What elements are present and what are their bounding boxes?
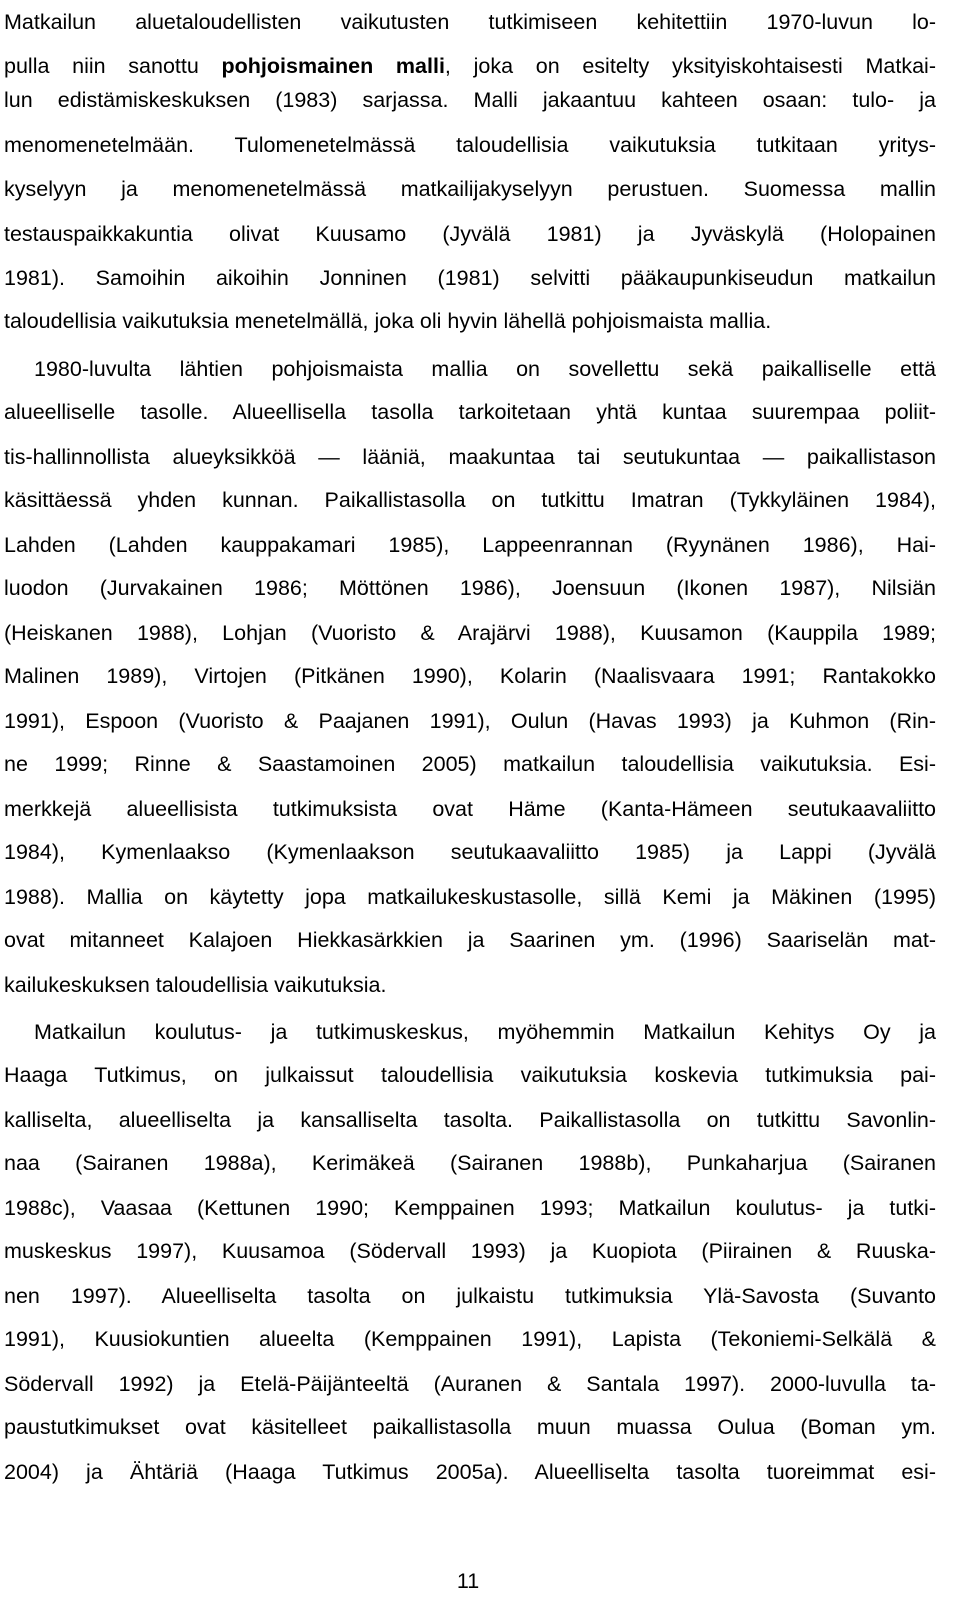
text-segment: muskeskus 1997), Kuusamoa (Södervall 1993) ja Kuopiota (Piirainen & Ruuska-	[4, 1239, 936, 1263]
text-line	[4, 212, 936, 256]
text-segment: nen 1997). Alueelliselta tasolta on julkaistu tutkimuksia Ylä-Savosta (Suvanto	[4, 1284, 936, 1308]
text-line	[34, 1010, 936, 1054]
text-segment: 1984), Kymenlaakso (Kymenlaakson seutukaavaliitto 1985) ja Lappi (Jyvälä	[4, 840, 936, 864]
text-line	[4, 1053, 936, 1097]
text-segment: Malinen 1989), Virtojen (Pitkänen 1990), Kolarin (Naalisvaara 1991; Rantakokko	[4, 664, 936, 688]
text-segment: Lahden (Lahden kauppakamari 1985), Lappeenrannan (Ryynänen 1986), Hai-	[4, 533, 936, 557]
text-line	[4, 875, 936, 919]
text-segment: paustutkimukset ovat käsitelleet paikallistasolla muun muassa Oulua (Boman ym.	[4, 1415, 936, 1439]
text-segment: merkkejä alueellisista tutkimuksista ovat Häme (Kanta-Hämeen seutukaavaliitto	[4, 797, 936, 821]
text-segment: pulla niin sanottu	[4, 54, 222, 78]
text-segment: kalliselta, alueelliselta ja kansalliselta tasolta. Paikallistasolla on tutkittu Savonlin-	[4, 1108, 936, 1132]
text-line	[4, 566, 936, 610]
text-segment: (Heiskanen 1988), Lohjan (Vuoristo & Arajärvi 1988), Kuusamon (Kauppila 1989;	[4, 621, 936, 645]
text-segment: menomenetelmään. Tulomenetelmässä taloudellisia vaikutuksia tutkitaan yritys-	[4, 133, 936, 157]
text-line	[4, 123, 936, 167]
text-line	[4, 742, 936, 786]
text-segment: luodon (Jurvakainen 1986; Möttönen 1986), Joensuun (Ikonen 1987), Nilsiän	[4, 576, 936, 600]
text-line	[4, 1098, 936, 1142]
text-segment: alueelliselle tasolle. Alueellisella tasolla tarkoitetaan yhtä kuntaa suurempaa poliit-	[4, 400, 936, 424]
text-segment: naa (Sairanen 1988a), Kerimäkeä (Sairanen 1988b), Punkaharjua (Sairanen	[4, 1151, 936, 1175]
text-line	[4, 0, 936, 44]
text-segment: 2004) ja Ähtäriä (Haaga Tutkimus 2005a). Alueelliselta tasolta tuoreimmat esi-	[4, 1460, 936, 1484]
text-line	[4, 299, 936, 343]
text-segment: Södervall 1992) ja Etelä-Päijänteeltä (Auranen & Santala 1997). 2000-luvulla ta-	[4, 1372, 936, 1396]
text-line	[4, 1450, 936, 1494]
text-line	[4, 918, 936, 962]
text-line	[4, 1405, 936, 1449]
text-segment: Matkailun aluetaloudellisten vaikutusten tutkimiseen kehitettiin 1970-luvun lo-	[4, 10, 936, 34]
text-segment: Haaga Tutkimus, on julkaissut taloudellisia vaikutuksia koskevia tutkimuksia pai-	[4, 1063, 936, 1087]
text-segment: 1991), Kuusiokuntien alueelta (Kemppainen 1991), Lapista (Tekoniemi-Selkälä &	[4, 1327, 936, 1351]
text-segment: käsittäessä yhden kunnan. Paikallistasolla on tutkittu Imatran (Tykkyläinen 1984),	[4, 488, 936, 512]
text-line	[4, 478, 936, 522]
text-line	[4, 1362, 936, 1406]
text-line	[4, 256, 936, 300]
bold-term: pohjoismainen malli	[221, 54, 445, 78]
text-segment: 1980-luvulta lähtien pohjoismaista mallia on sovellettu sekä paikalliselle että	[34, 357, 936, 381]
text-line	[4, 390, 936, 434]
text-segment: tis-hallinnollista alueyksikköä — lääniä, maakuntaa tai seutukuntaa — paikallistason	[4, 445, 936, 469]
text-segment: 1991), Espoon (Vuoristo & Paajanen 1991), Oulun (Havas 1993) ja Kuhmon (Rin-	[4, 709, 936, 733]
text-line	[4, 1186, 936, 1230]
text-segment: 1981). Samoihin aikoihin Jonninen (1981) selvitti pääkaupunkiseudun matkailun	[4, 266, 936, 290]
text-segment: ovat mitanneet Kalajoen Hiekkasärkkien ja Saarinen ym. (1996) Saariselän mat-	[4, 928, 936, 952]
text-segment: Matkailun koulutus- ja tutkimuskeskus, myöhemmin Matkailun Kehitys Oy ja	[34, 1020, 936, 1044]
text-line	[4, 1317, 936, 1361]
text-line	[4, 699, 936, 743]
text-line	[4, 830, 936, 874]
text-line	[4, 435, 936, 479]
text-line	[4, 78, 936, 122]
page-number: 11	[456, 1569, 480, 1593]
text-line	[4, 1274, 936, 1318]
text-segment: testauspaikkakuntia olivat Kuusamo (Jyvälä 1981) ja Jyväskylä (Holopainen	[4, 222, 936, 246]
text-segment: taloudellisia vaikutuksia menetelmällä, joka oli hyvin lähellä pohjoismaista mallia.	[4, 309, 772, 333]
text-segment: kailukeskuksen taloudellisia vaikutuksia.	[4, 973, 387, 997]
text-line	[34, 347, 936, 391]
text-segment: lun edistämiskeskuksen (1983) sarjassa. Malli jakaantuu kahteen osaan: tulo- ja	[4, 88, 936, 112]
text-line	[4, 654, 936, 698]
text-segment: kyselyyn ja menomenetelmässä matkailijakyselyyn perustuen. Suomessa mallin	[4, 177, 936, 201]
text-line	[4, 167, 936, 211]
text-segment: , joka on esitelty yksityiskohtaisesti Matkai-	[444, 54, 936, 78]
text-line	[4, 787, 936, 831]
text-segment: 1988). Mallia on käytetty jopa matkailukeskustasolle, sillä Kemi ja Mäkinen (1995)	[4, 885, 936, 909]
text-line	[4, 1229, 936, 1273]
text-line	[4, 1141, 936, 1185]
text-segment: ne 1999; Rinne & Saastamoinen 2005) matkailun taloudellisia vaikutuksia. Esi-	[4, 752, 936, 776]
text-line	[4, 963, 936, 1007]
text-line	[4, 523, 936, 567]
text-segment: 1988c), Vaasaa (Kettunen 1990; Kemppainen 1993; Matkailun koulutus- ja tutki-	[4, 1196, 936, 1220]
text-line	[4, 611, 936, 655]
